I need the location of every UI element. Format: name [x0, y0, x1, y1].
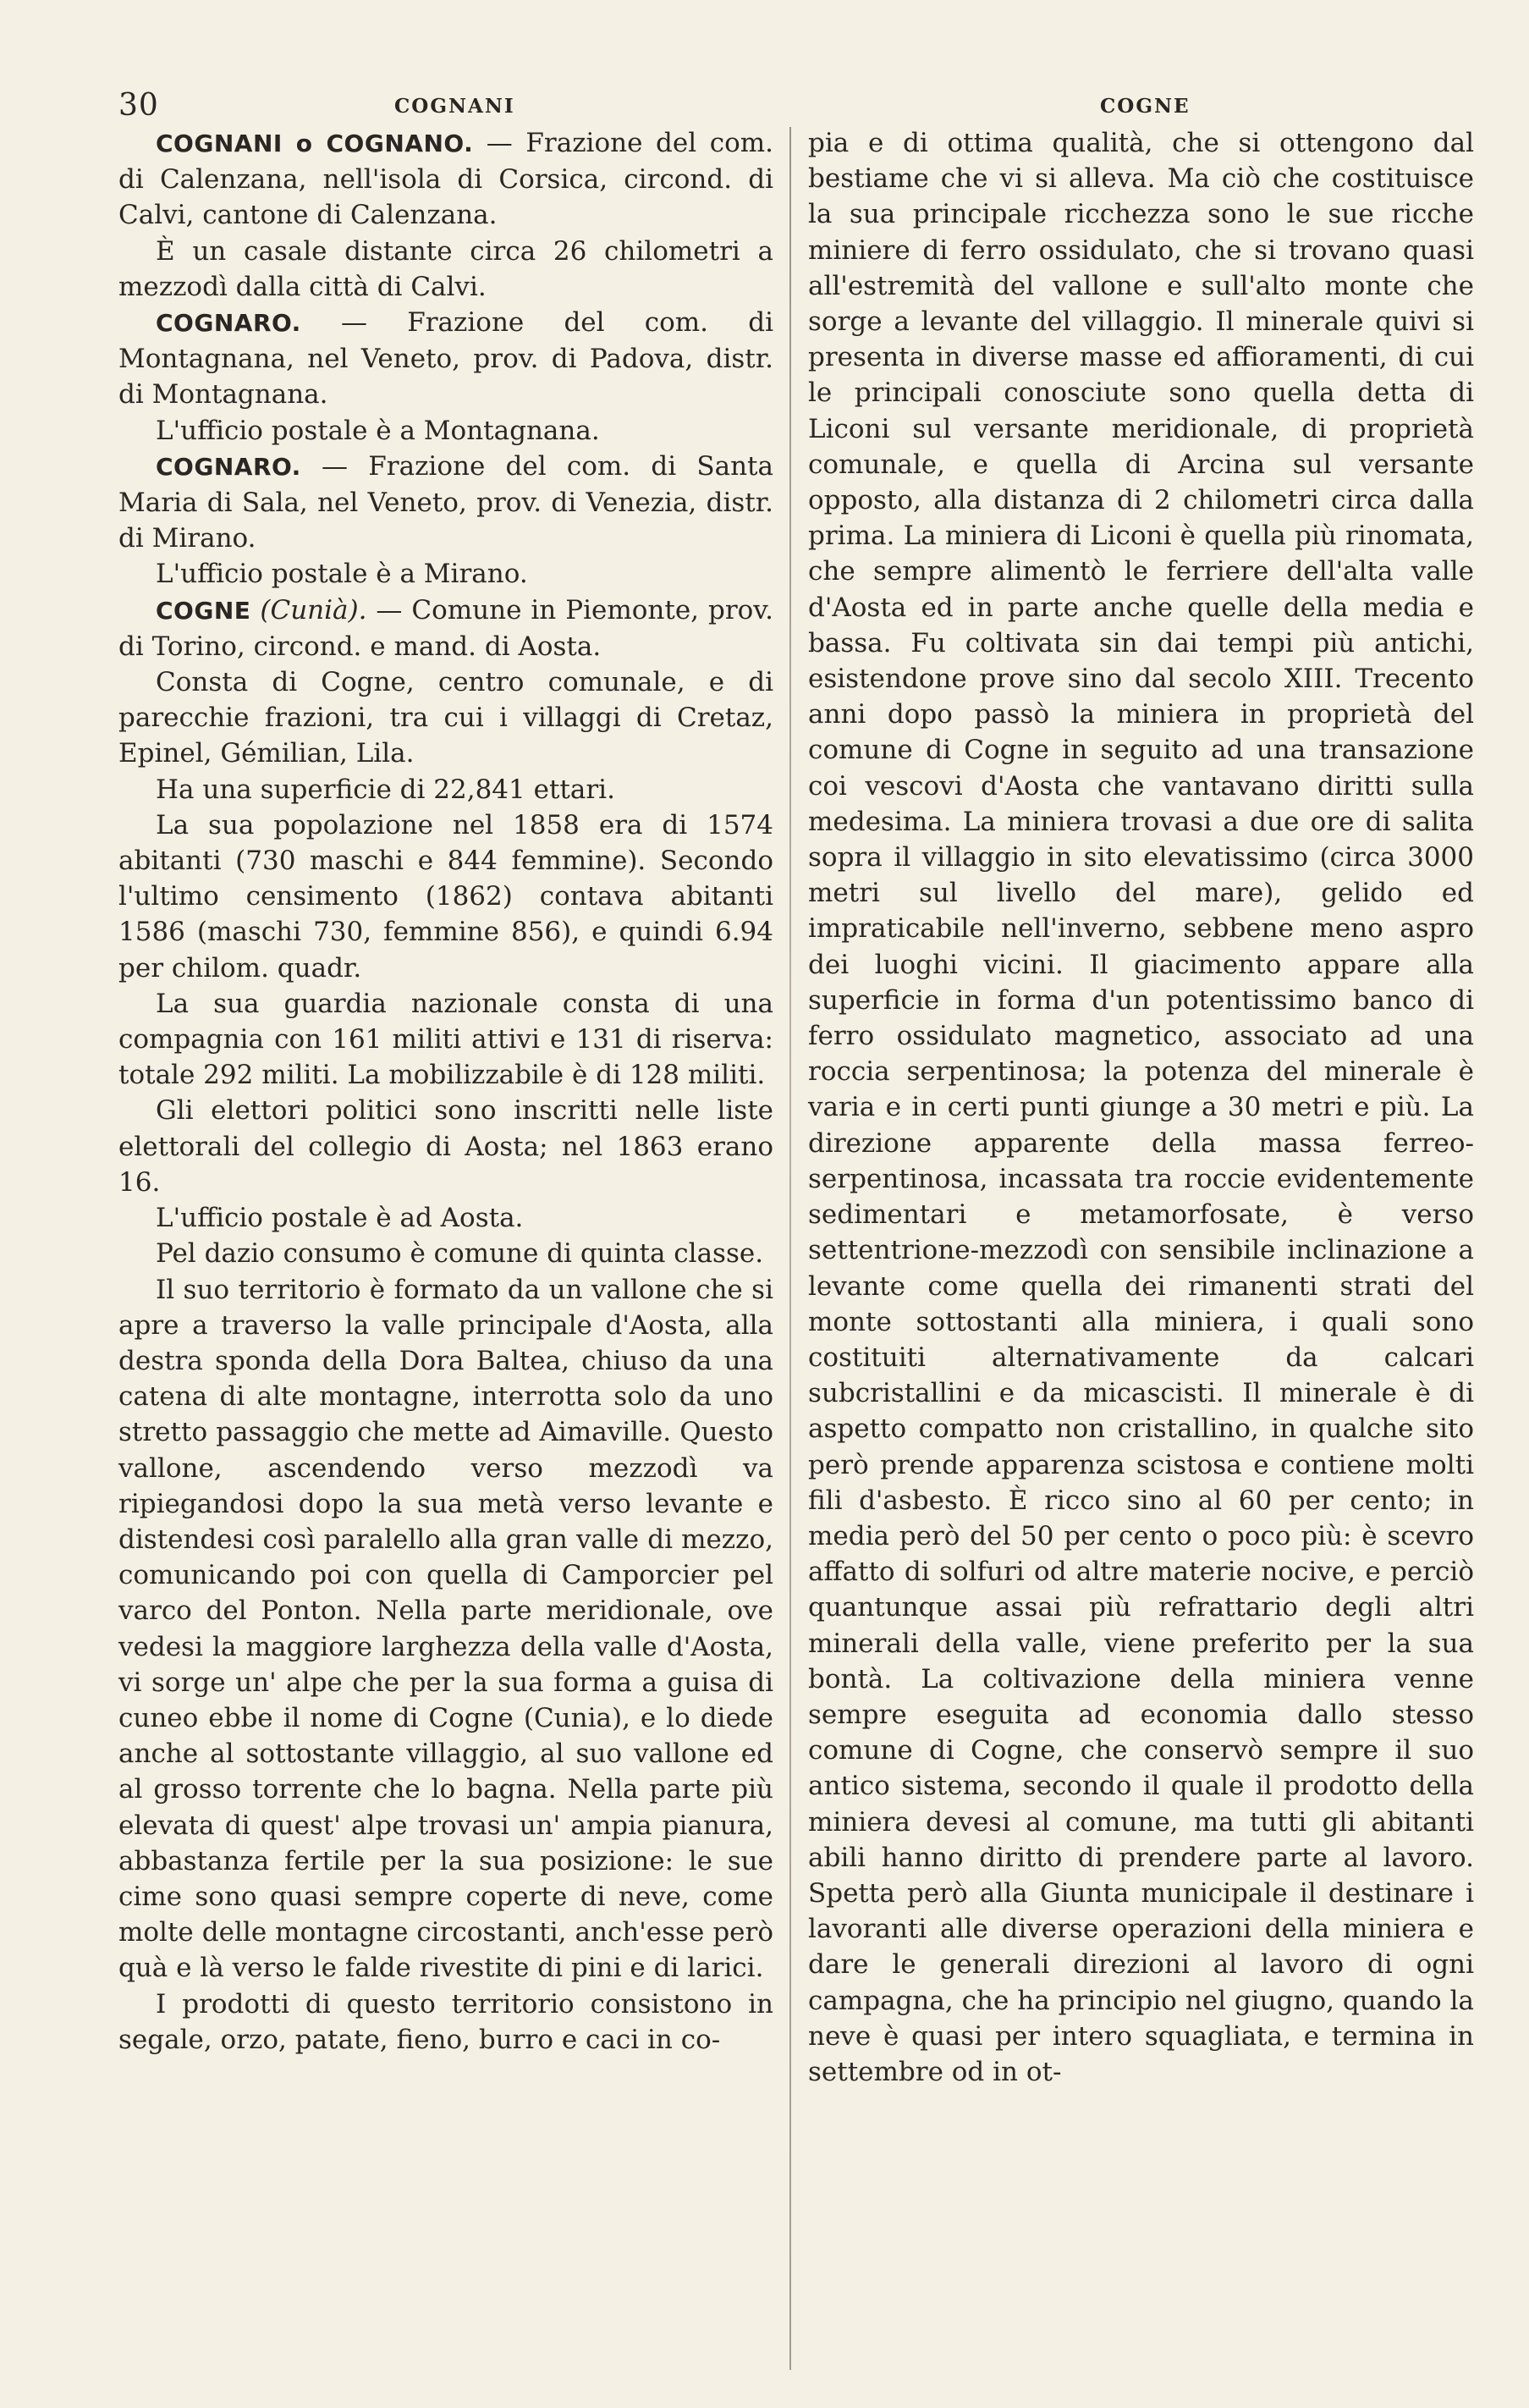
paragraph-text: — Frazione del com. di Santa Maria di Sala, nel Veneto, prov. di Venezia, distr. di Mirano. [118, 450, 773, 554]
paragraph-text: pia e di ottima qualità, che si ottengono dal bestiame che vi si alleva. Ma ciò che costituisce la sua principale ricchezza sono le sue ricche miniere di ferro ossidulato, che si trovano quasi all'estremità del vallone e sull'alto monte che sorge a levante del villaggio. Il minerale quivi si presenta in diverse masse ed affioramenti, di cui le principali conosciute sono quella detta di Liconi sul versante meridionale, di proprietà comunale, e quella di Arcina sul versante opposto, alla distanza di 2 chilometri circa dalla prima. La miniera di Liconi è quella più rinomata, che sempre alimentò le ferriere dell'alta valle d'Aosta ed in parte anche quelle della media e bassa. Fu coltivata sin dai tempi più antichi, esistendone prove sino dal secolo XIII. Trecento anni dopo passò la miniera in proprietà del comune di Cogne in seguito ad una transazione coi vescovi d'Aosta che vantavano diritti sulla medesima. La miniera trovasi a due ore di salita sopra il villaggio in sito elevatissimo (circa 3000 metri sul livello del mare), gelido ed impraticabile nell'inverno, sebbene meno aspro dei luoghi vicini. Il giacimento appare alla superficie in forma d'un potentissimo banco di ferro ossidulato magnetico, associato ad una roccia serpentinosa; la potenza del minerale è varia e in certi punti giunge a 30 metri e più. La direzione apparente della massa ferreo-serpentinosa, incassata tra roccie evidentemente sedimentari e metamorfosate, è verso settentrione-mezzodì con sensibile inclinazione a levante come quella dei rimanenti strati del monte sottostanti alla miniera, i quali sono costituiti alternativamente da calcari subcristallini e da micascisti. Il minerale è di aspetto compatto non cristallino, in qualche sito però prende apparenza scistosa e contiene molti fili d'asbesto. È ricco sino al 60 per cento; in media però del 50 per cento o poco più: è scevro affatto di solfuri od altre materie nocive, e perciò quantunque assai più refrattario degli altri minerali della valle, viene preferito per la sua bontà. La coltivazione della miniera venne sempre eseguita ad economia dallo stesso comune di Cogne, che conservò sempre il suo antico sistema, secondo il quale il prodotto della miniera devesi al comune, ma tutti gli abitanti abili hanno diritto di prendere parte al lavoro. Spetta però alla Giunta municipale il destinare i lavoranti alle diverse operazioni della miniera e dare le generali direzioni al lavoro di ogni campagna, che ha principio nel giugno, quando la neve è quasi per intero squagliata, e termina in settembre od in ot- [808, 128, 1474, 2087]
entry-heading: COGNE [156, 596, 251, 625]
paragraph-text: Pel dazio consumo è comune di quinta classe. [156, 1238, 764, 1270]
paragraph-text: Ha una superficie di 22,841 ettari. [156, 774, 615, 805]
paragraph-text: La sua popolazione nel 1858 era di 1574 abitanti (730 maschi e 844 femmine). Secondo l'ultimo censimento (1862) contava abitanti 1586 (maschi 730, femmine 856), e quindi 6.94 per chilom. quadr. [118, 809, 773, 984]
running-head-right: COGNE [1100, 95, 1191, 118]
paragraph-text: Il suo territorio è formato da un vallone che si apre a traverso la valle principale d'Aosta, alla destra sponda della Dora Baltea, chiuso da una catena di alte montagne, interrotta solo da uno stretto passaggio che mette ad Aimaville. Questo vallone, ascendendo verso mezzodì va ripiegandosi dopo la sua metà verso levante e distendesi così paralello alla gran valle di mezzo, comunicando poi con quella di Camporcier pel varco del Ponton. Nella parte meridionale, ove vedesi la maggiore larghezza della valle d'Aosta, vi sorge un' alpe che per la sua forma a guisa di cuneo ebbe il nome di Cogne (Cunia), e lo diede anche al sottostante villaggio, al suo vallone ed al grosso torrente che lo bagna. Nella parte più elevata di quest' alpe trovasi un' ampia pianura, abbastanza fertile per la sua posizione: le sue cime sono quasi sempre coperte di neve, come molte delle montagne circostanti, anch'esse però quà e là verso le falde rivestite di pini e di larici. [118, 1274, 773, 1984]
paragraph [118, 1272, 773, 1986]
paragraph [808, 125, 1474, 2090]
paragraph [118, 592, 773, 664]
paragraph-text: Gli elettori politici sono inscritti nelle liste elettorali del collegio di Aosta; nel 1863 erano 16. [118, 1095, 773, 1198]
paragraph-text: È un casale distante circa 26 chilometri a mezzodì dalla città di Calvi. [118, 235, 773, 302]
paragraph-text: — Frazione del com. di Calenzana, nell'isola di Corsica, circond. di Calvi, cantone di Calenzana. [118, 128, 773, 231]
paragraph-text: I prodotti di questo territorio consistono in segale, orzo, patate, fieno, burro e caci in co- [118, 1988, 773, 2055]
left-column [118, 125, 773, 2058]
paragraph [118, 413, 773, 449]
entry-heading: COGNANI o COGNANO. [156, 129, 474, 157]
paragraph-text: Consta di Cogne, centro comunale, e di parecchie frazioni, tra cui i villaggi di Cretaz, Epinel, Gémilian, Lila. [118, 667, 773, 769]
paragraph [118, 1236, 773, 1271]
entry-heading: COGNARO. [156, 452, 301, 481]
paragraph [118, 1200, 773, 1236]
paragraph [118, 807, 773, 986]
paragraph [118, 664, 773, 772]
paragraph [118, 449, 773, 557]
entry-heading: COGNARO. [156, 309, 301, 338]
paragraph-text: La sua guardia nazionale consta di una compagnia con 161 militi attivi e 131 di riserva: totale 292 militi. La mobilizzabile è di 128 militi. [118, 988, 773, 1091]
paragraph-text: L'ufficio postale è ad Aosta. [156, 1203, 524, 1234]
paragraph [118, 772, 773, 807]
paragraph [118, 305, 773, 413]
paragraph [118, 1093, 773, 1200]
paragraph-text: L'ufficio postale è a Mirano. [156, 559, 528, 590]
paragraph-text: — Frazione del com. di Montagnana, nel Veneto, prov. di Padova, distr. di Montagnana. [118, 307, 773, 411]
page-number: 30 [118, 88, 159, 123]
paragraph [118, 1986, 773, 2058]
running-head-left: COGNANI [394, 95, 515, 118]
paragraph-text: — Comune in Piemonte, prov. di Torino, circond. e mand. di Aosta. [118, 594, 773, 662]
paragraph [118, 556, 773, 592]
paragraph [118, 234, 773, 305]
right-column [808, 125, 1474, 2090]
paragraph-text: L'ufficio postale è a Montagnana. [156, 415, 600, 446]
column-divider [789, 127, 791, 2370]
paragraph [118, 986, 773, 1094]
paragraph [118, 125, 773, 234]
entry-variant-name: (Cunià). [260, 594, 367, 625]
